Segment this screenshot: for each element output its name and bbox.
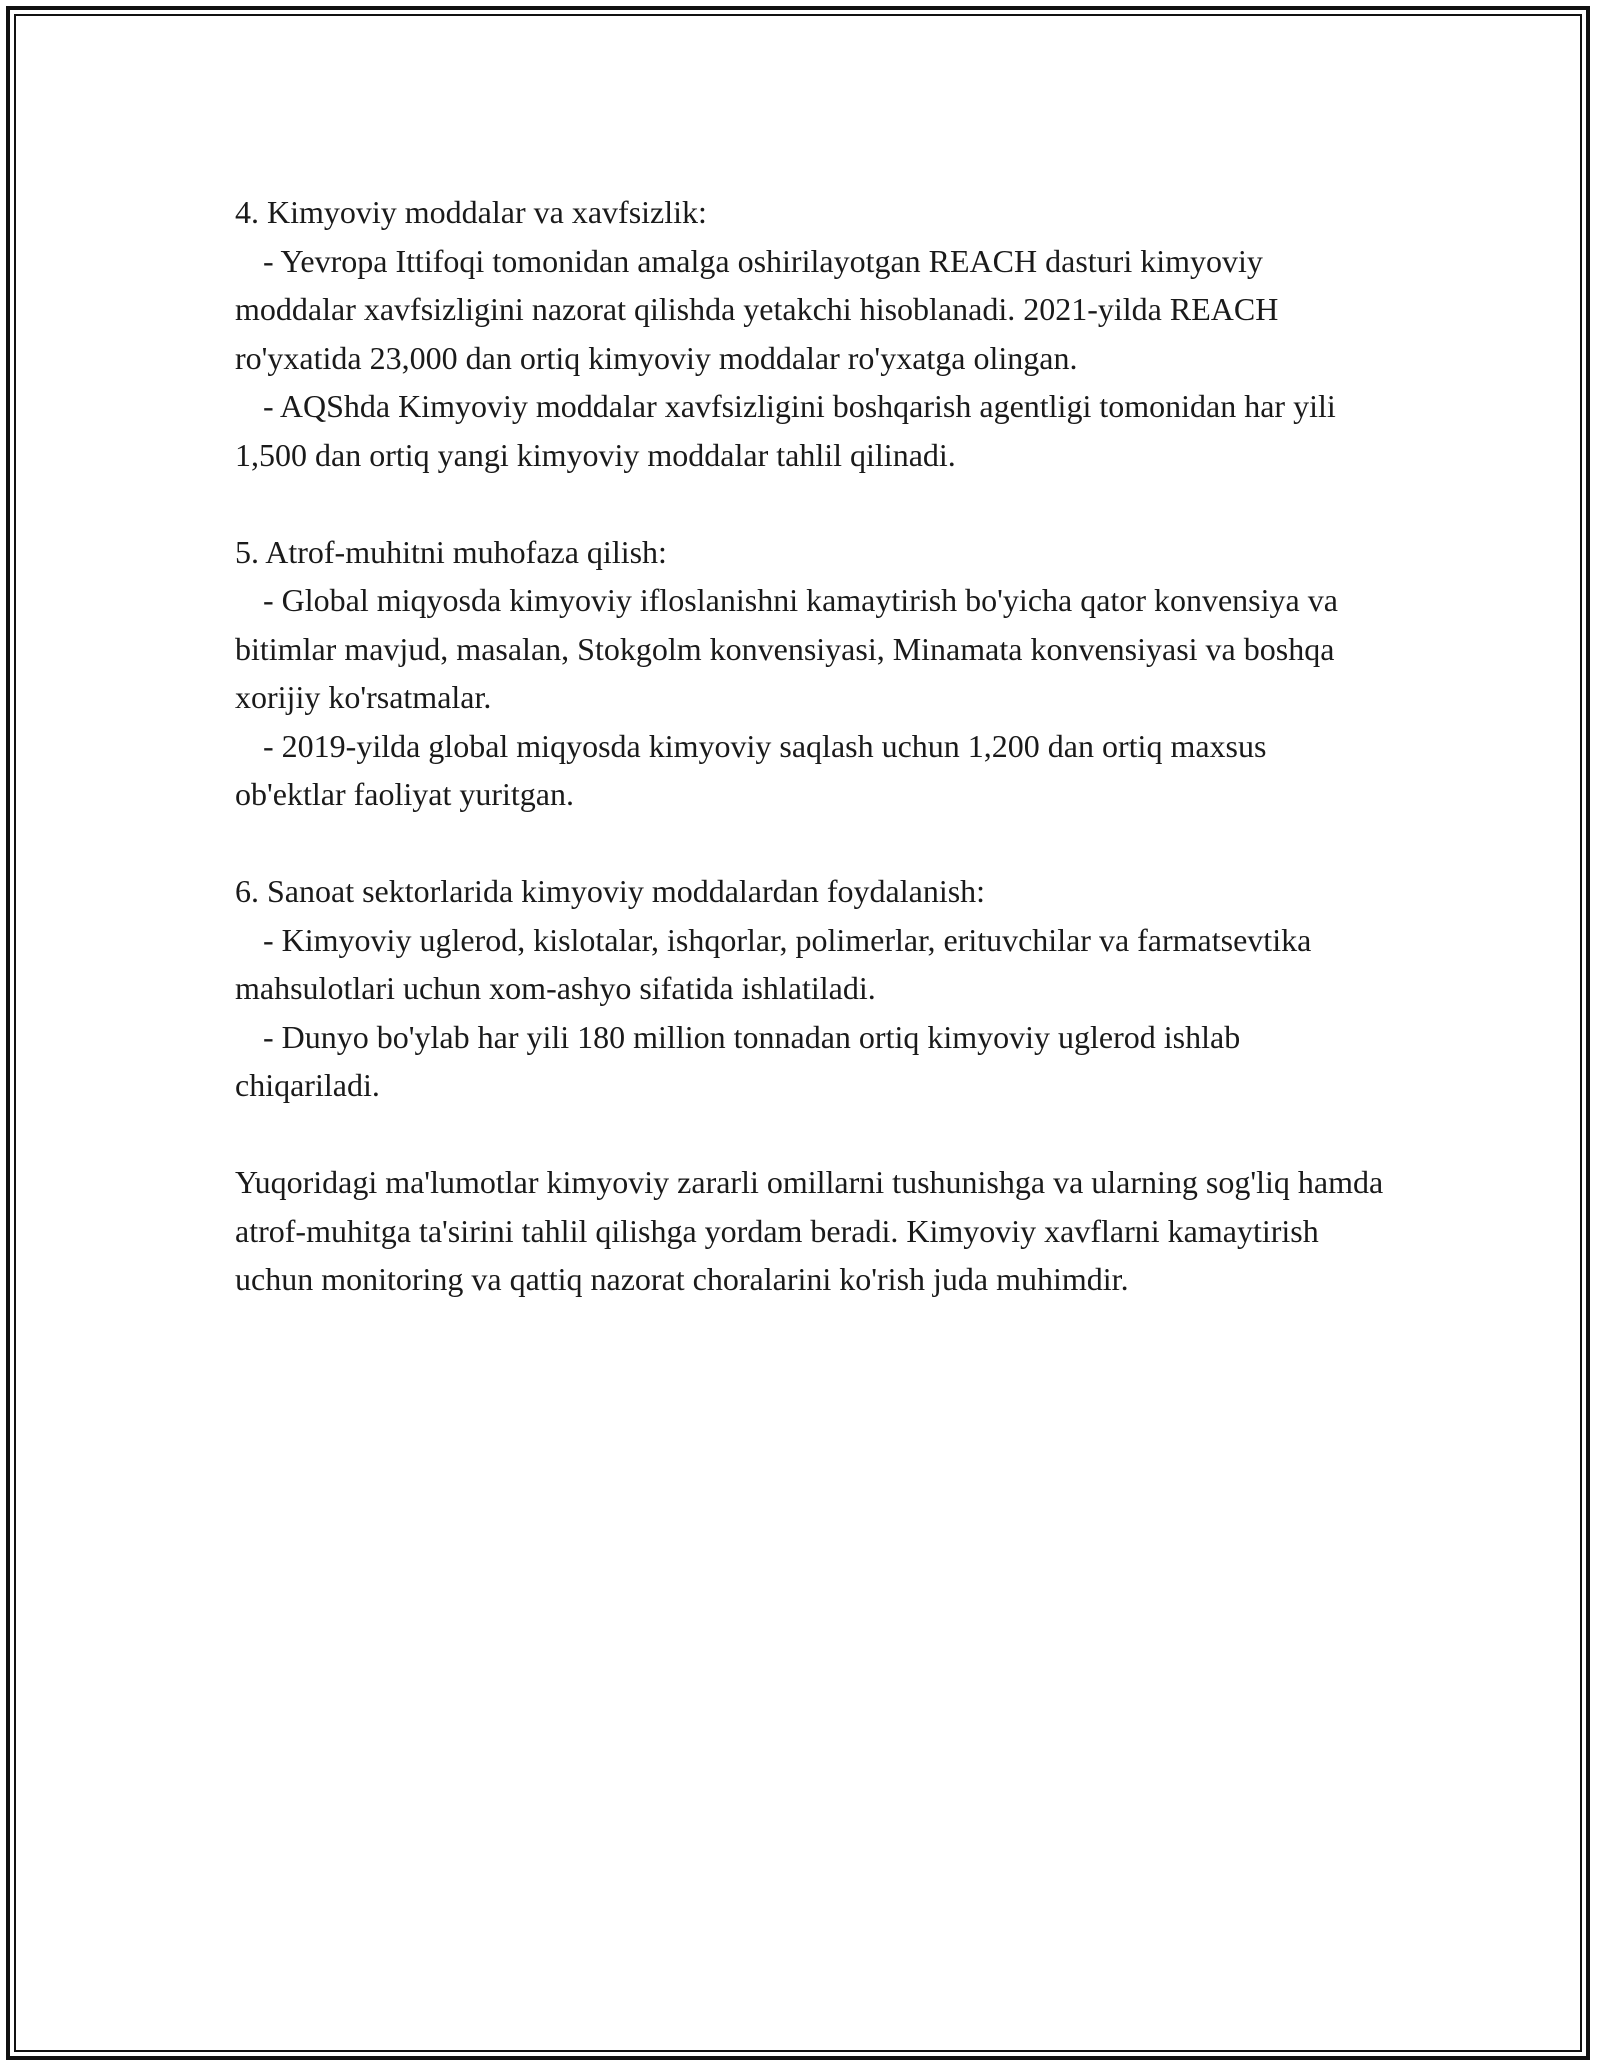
bullet-item: - AQShda Kimyoviy moddalar xavfsizligini boshqarish agentligi tomonidan har yili 1,500 dan ortiq yangi kimyoviy moddalar tahlil qilinadi. [235, 388, 1336, 473]
section-heading: 6. Sanoat sektorlarida kimyoviy moddalardan foydalanish: [235, 873, 986, 909]
conclusion-section [235, 1158, 1385, 1304]
bullet-item: - 2019-yilda global miqyosda kimyoviy saqlash uchun 1,200 dan ortiq maxsus ob'ektlar faoliyat yuritgan. [235, 727, 1267, 812]
bullet-item: - Global miqyosda kimyoviy ifloslanishni kamaytirish bo'yicha qator konvensiya va bitimlar mavjud, masalan, Stokgolm konvensiyasi, Minamata konvensiyasi va boshqa xorijiy ko'rsatmalar. [235, 582, 1338, 715]
bullet-item: - Yevropa Ittifoqi tomonidan amalga oshirilayotgan REACH dasturi kimyoviy moddalar xavfsizligini nazorat qilishda yetakchi hisoblanadi. 2021-yilda REACH ro'yxatida 23,000 dan ortiq kimyoviy moddalar ro'yxatga olingan. [235, 242, 1279, 376]
section-heading: 5. Atrof-muhitni muhofaza qilish: [235, 533, 667, 570]
section-industrial-use [235, 867, 1385, 1110]
bullet-item: - Dunyo bo'ylab har yili 180 million tonnadan ortiq kimyoviy uglerod ishlab chiqariladi. [235, 1018, 1241, 1103]
section-chemicals-safety [235, 188, 1385, 479]
document-body [235, 188, 1385, 1304]
conclusion-paragraph: Yuqoridagi ma'lumotlar kimyoviy zararli omillarni tushunishga va ularning sog'liq hamda atrof-muhitga ta'sirini tahlil qilishga yordam beradi. Kimyoviy xavflarni kamaytirish uchun monitoring va qattiq nazorat choralarini ko'rish juda muhimdir. [235, 1164, 1384, 1297]
section-heading: 4. Kimyoviy moddalar va xavfsizlik: [235, 194, 707, 230]
bullet-item: - Kimyoviy uglerod, kislotalar, ishqorlar, polimerlar, erituvchilar va farmatsevtika mahsulotlari uchun xom-ashyo sifatida ishlatiladi. [235, 921, 1312, 1006]
section-environment-protection [235, 528, 1385, 819]
